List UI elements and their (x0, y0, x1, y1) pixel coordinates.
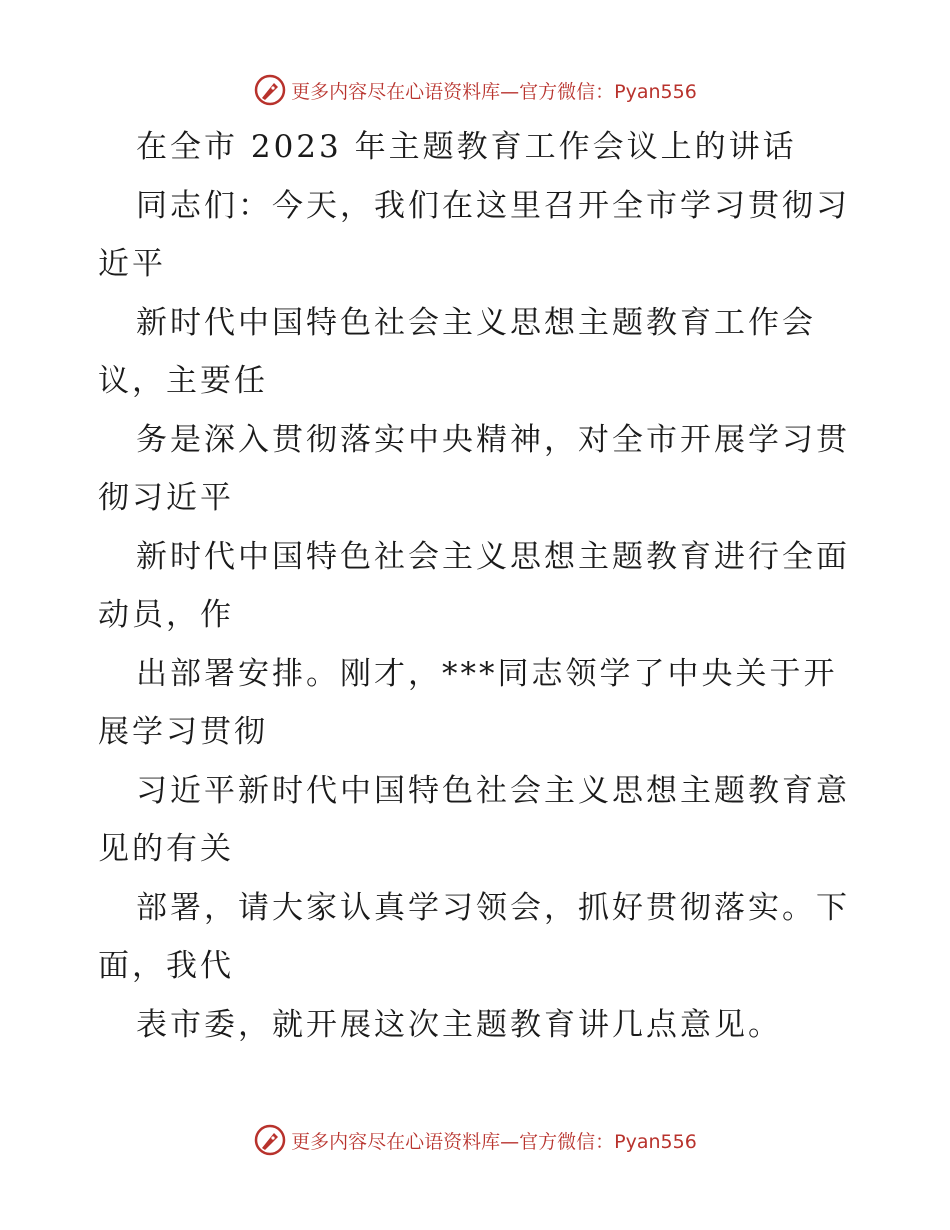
pen-nib-logo-icon (253, 73, 287, 107)
footer-banner (0, 1120, 950, 1160)
pen-nib-logo-icon (253, 1123, 287, 1157)
paragraph-line: 展学习贯彻 (98, 714, 268, 750)
document-body (98, 118, 858, 1054)
paragraph-line: 新时代中国特色社会主义思想主题教育进行全面 (136, 538, 850, 575)
paragraph-line: 见的有关 (98, 831, 234, 867)
paragraph-line: 新时代中国特色社会主义思想主题教育工作会 (136, 304, 816, 341)
paragraph-line: 彻习近平 (98, 480, 234, 516)
paragraph-line: 近平 (98, 246, 166, 282)
banner-text: 更多内容尽在心语资料库—官方微信：Pyan556 (291, 1130, 697, 1153)
paragraph-line: 部署，请大家认真学习领会，抓好贯彻落实。下 (136, 889, 850, 926)
paragraph-line: 同志们：今天，我们在这里召开全市学习贯彻习 (136, 187, 850, 224)
header-banner (0, 70, 950, 110)
paragraph-line: 议，主要任 (98, 363, 268, 399)
paragraph-line: 面，我代 (98, 948, 234, 984)
paragraph-line: 习近平新时代中国特色社会主义思想主题教育意 (136, 772, 850, 809)
paragraph-line: 动员，作 (98, 597, 234, 633)
paragraph-line: 出部署安排。刚才，***同志领学了中央关于开 (136, 655, 838, 692)
document-title: 在全市 2023 年主题教育工作会议上的讲话 (136, 129, 797, 165)
banner-text: 更多内容尽在心语资料库—官方微信：Pyan556 (291, 80, 697, 103)
paragraph-line: 表市委，就开展这次主题教育讲几点意见。 (136, 1006, 782, 1043)
paragraph-line: 务是深入贯彻落实中央精神，对全市开展学习贯 (136, 421, 850, 458)
